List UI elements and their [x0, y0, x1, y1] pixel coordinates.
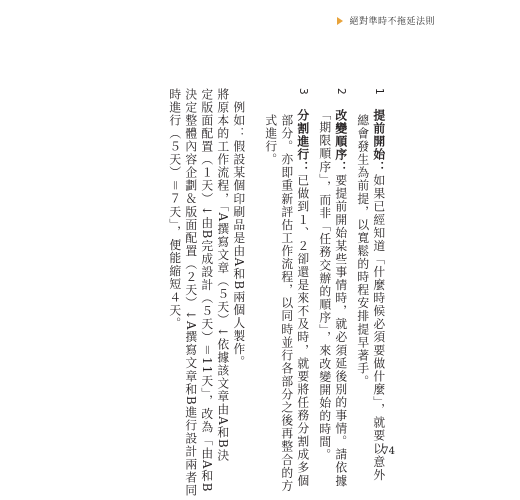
list-number: 2	[334, 88, 347, 96]
text-column	[280, 88, 292, 493]
text-column	[296, 88, 308, 487]
text-column	[318, 88, 330, 462]
list-number: 3	[296, 88, 309, 96]
text-column	[334, 88, 346, 487]
list-number: 1	[372, 88, 385, 96]
text-run: 已做到１、２卻還是來不及時，就要將任務分割成多個	[295, 174, 310, 488]
text-run	[372, 96, 386, 109]
text-run: 定版面配置（１天）↓由B完成設計（５天）＝11天」，改為「由A和B	[199, 88, 214, 493]
text-run	[334, 96, 348, 109]
text-column	[264, 88, 276, 166]
item-heading: 分割進行：	[295, 109, 310, 175]
text-run: 總會發生為前提，以寬鬆的時程安排提早著手。	[355, 88, 370, 389]
text-run: 「期限順序」，而非「任務交辦的順序」，來改變開始的時間。	[317, 88, 332, 462]
text-run: 要提前開始某些事情時，就必須延後別的事情。請依據	[333, 174, 348, 488]
text-run: 式進行。	[263, 88, 278, 167]
item-heading: 提前開始：	[371, 109, 386, 175]
text-run: 將原本的工作流程，「A撰寫文章（５天）↓依據該文章由A和B決	[215, 88, 230, 462]
book-title: 絕對準時不拖延法則	[349, 17, 435, 27]
running-header	[337, 14, 435, 27]
text-column	[200, 88, 212, 493]
text-run: 例如：假設某個印刷品是由A和B兩個人製作。	[231, 88, 246, 369]
item-heading: 改變順序：	[333, 109, 348, 175]
text-column	[216, 88, 228, 462]
text-column	[232, 88, 244, 369]
header-marker-icon	[337, 17, 343, 25]
text-column	[184, 88, 196, 497]
text-column	[168, 88, 180, 330]
text-run: 部分。亦即重新評估工作流程，以同時並行各部分之後再整合的方	[279, 88, 294, 493]
text-run: 時進行（５天）＝７天」，便能縮短４天。	[167, 88, 182, 331]
text-run	[296, 96, 310, 109]
text-run: 決定整體內容企劃＆版面配置（２天）↓A撰寫文章和B進行設計兩者同	[183, 88, 198, 498]
text-column	[372, 88, 384, 482]
text-run: 如果已經知道「什麼時候必須要做什麼」，就要以意外	[371, 174, 386, 482]
page-number: 74	[382, 446, 395, 457]
text-column	[356, 88, 368, 388]
